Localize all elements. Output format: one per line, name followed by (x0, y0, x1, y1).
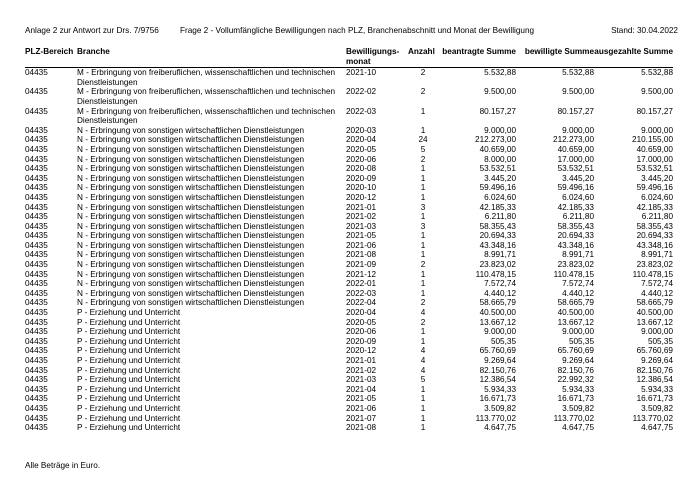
table-row (25, 308, 673, 318)
cell-bewilligt: 22.992,32 (557, 375, 594, 385)
cell-beantragt: 5.532,88 (484, 68, 516, 78)
cell-beantragt: 58.355,43 (479, 221, 516, 231)
cell-monat: 2020-03 (346, 125, 377, 135)
cell-bewilligt: 212.273,00 (553, 135, 594, 145)
table-row (25, 174, 673, 184)
cell-anzahl: 4 (420, 346, 426, 356)
cell-anzahl: 2 (420, 298, 426, 308)
table-row (25, 385, 673, 395)
cell-beantragt: 40.500,00 (479, 308, 516, 318)
cell-branche: M - Erbringung von freiberuflichen, wissenschaftlichen und technischen Dienstleistungen (77, 87, 336, 106)
cell-beantragt: 8.991,71 (484, 250, 516, 260)
cell-monat: 2021-08 (346, 423, 377, 433)
table-row (25, 270, 673, 280)
cell-bewilligt: 3.445,20 (562, 173, 594, 183)
cell-branche: P - Erziehung und Unterricht (77, 336, 181, 346)
cell-bewilligt: 13.667,12 (557, 317, 594, 327)
cell-monat: 2021-10 (346, 68, 377, 78)
cell-branche: N - Erbringung von sonstigen wirtschaftlichen Dienstleistungen (77, 212, 305, 222)
table-row (25, 366, 673, 376)
cell-bewilligt: 113.770,02 (553, 413, 594, 423)
cell-beantragt: 5.934,33 (484, 384, 516, 394)
cell-monat: 2020-09 (346, 336, 377, 346)
cell-beantragt: 3.509,82 (484, 403, 516, 413)
cell-branche: N - Erbringung von sonstigen wirtschaftlichen Dienstleistungen (77, 144, 305, 154)
cell-plz: 04435 (25, 356, 48, 365)
cell-anzahl: 5 (420, 144, 426, 154)
cell-ausgezahlt: 23.823,02 (636, 260, 673, 270)
cell-monat: 2020-09 (346, 173, 377, 183)
cell-anzahl: 1 (420, 212, 426, 222)
cell-anzahl: 4 (420, 365, 426, 375)
grants-table (25, 47, 673, 433)
cell-branche: N - Erbringung von sonstigen wirtschaftlichen Dienstleistungen (77, 269, 305, 279)
cell-monat: 2021-05 (346, 394, 377, 404)
cell-monat: 2021-02 (346, 365, 377, 375)
cell-monat: 2020-06 (346, 327, 377, 337)
cell-anzahl: 24 (418, 135, 428, 145)
cell-beantragt: 6.211,80 (484, 212, 516, 222)
cell-anzahl: 1 (420, 164, 426, 174)
table-row (25, 222, 673, 232)
footer-note: Alle Beträge in Euro. (25, 461, 101, 470)
table-row (25, 212, 673, 222)
cell-plz: 04435 (25, 231, 48, 241)
cell-bewilligt: 42.185,33 (557, 202, 594, 212)
cell-plz: 04435 (25, 298, 48, 308)
cell-monat: 2022-03 (346, 106, 377, 116)
cell-bewilligt: 58.665,79 (557, 298, 594, 308)
table-row (25, 327, 673, 337)
cell-ausgezahlt: 4.647,75 (641, 423, 673, 433)
cell-beantragt: 43.348,16 (479, 240, 516, 250)
cell-plz: 04435 (25, 240, 48, 250)
table-row (25, 155, 673, 165)
table-row (25, 375, 673, 385)
cell-monat: 2020-10 (346, 183, 377, 193)
cell-branche: P - Erziehung und Unterricht (77, 365, 181, 375)
cell-ausgezahlt: 53.532,51 (636, 164, 673, 174)
cell-monat: 2021-06 (346, 403, 377, 413)
cell-ausgezahlt: 9.269,64 (641, 356, 673, 365)
cell-bewilligt: 6.024,60 (562, 192, 594, 202)
cell-bewilligt: 5.934,33 (562, 384, 594, 394)
cell-beantragt: 4.440,12 (484, 288, 516, 298)
cell-plz: 04435 (25, 269, 48, 279)
cell-anzahl: 1 (420, 231, 426, 241)
cell-anzahl: 2 (420, 260, 426, 270)
cell-beantragt: 9.500,00 (484, 87, 516, 97)
cell-anzahl: 1 (420, 394, 426, 404)
cell-branche: N - Erbringung von sonstigen wirtschaftlichen Dienstleistungen (77, 164, 305, 174)
table-row (25, 318, 673, 328)
cell-ausgezahlt: 17.000,00 (636, 154, 673, 164)
cell-plz: 04435 (25, 250, 48, 260)
cell-ausgezahlt: 12.386,54 (636, 375, 673, 385)
cell-beantragt: 65.760,69 (479, 346, 516, 356)
cell-branche: P - Erziehung und Unterricht (77, 375, 181, 385)
cell-branche: P - Erziehung und Unterricht (77, 346, 181, 356)
cell-ausgezahlt: 13.667,12 (636, 317, 673, 327)
cell-monat: 2021-08 (346, 250, 377, 260)
cell-monat: 2022-04 (346, 298, 377, 308)
cell-beantragt: 42.185,33 (479, 202, 516, 212)
cell-bewilligt: 23.823,02 (557, 260, 594, 270)
cell-bewilligt: 40.659,00 (557, 144, 594, 154)
cell-branche: N - Erbringung von sonstigen wirtschaftlichen Dienstleistungen (77, 298, 305, 308)
cell-bewilligt: 58.355,43 (557, 221, 594, 231)
cell-ausgezahlt: 4.440,12 (641, 288, 673, 298)
cell-branche: P - Erziehung und Unterricht (77, 403, 181, 413)
table-row (25, 193, 673, 203)
col-header-anzahl: Anzahl (408, 47, 435, 56)
table-row (25, 183, 673, 193)
cell-plz: 04435 (25, 212, 48, 222)
cell-anzahl: 1 (420, 336, 426, 346)
cell-ausgezahlt: 6.024,60 (641, 192, 673, 202)
table-row (25, 145, 673, 155)
cell-beantragt: 53.532,51 (479, 164, 516, 174)
cell-beantragt: 113.770,02 (475, 413, 516, 423)
cell-ausgezahlt: 9.500,00 (641, 87, 673, 97)
table-row (25, 135, 673, 145)
table-row (25, 423, 673, 433)
cell-branche: P - Erziehung und Unterricht (77, 317, 181, 327)
table-row (25, 250, 673, 260)
cell-anzahl: 4 (420, 308, 426, 318)
cell-beantragt: 16.671,73 (479, 394, 516, 404)
cell-plz: 04435 (25, 288, 48, 298)
cell-ausgezahlt: 3.509,82 (641, 403, 673, 413)
cell-anzahl: 3 (420, 202, 426, 212)
cell-branche: N - Erbringung von sonstigen wirtschaftlichen Dienstleistungen (77, 221, 305, 231)
cell-plz: 04435 (25, 375, 48, 385)
table-row (25, 126, 673, 136)
cell-plz: 04435 (25, 144, 48, 154)
cell-plz: 04435 (25, 327, 48, 337)
cell-bewilligt: 40.500,00 (557, 308, 594, 318)
cell-anzahl: 1 (420, 192, 426, 202)
cell-ausgezahlt: 58.665,79 (636, 298, 673, 308)
cell-bewilligt: 4.440,12 (562, 288, 594, 298)
cell-plz: 04435 (25, 125, 48, 135)
cell-anzahl: 1 (420, 403, 426, 413)
cell-beantragt: 80.157,27 (479, 106, 516, 116)
cell-plz: 04435 (25, 384, 48, 394)
cell-beantragt: 7.572,74 (484, 279, 516, 289)
cell-anzahl: 1 (420, 106, 426, 116)
cell-beantragt: 212.273,00 (475, 135, 516, 145)
cell-bewilligt: 43.348,16 (557, 240, 594, 250)
col-header-branche: Branche (77, 47, 110, 56)
cell-monat: 2020-12 (346, 346, 377, 356)
cell-beantragt: 8.000,00 (484, 154, 516, 164)
cell-branche: P - Erziehung und Unterricht (77, 394, 181, 404)
cell-beantragt: 59.496,16 (479, 183, 516, 193)
cell-beantragt: 3.445,20 (484, 173, 516, 183)
cell-bewilligt: 6.211,80 (562, 212, 594, 222)
cell-monat: 2021-12 (346, 269, 377, 279)
cell-ausgezahlt: 42.185,33 (636, 202, 673, 212)
cell-ausgezahlt: 58.355,43 (636, 221, 673, 231)
cell-ausgezahlt: 5.934,33 (641, 384, 673, 394)
cell-monat: 2021-03 (346, 221, 377, 231)
cell-plz: 04435 (25, 221, 48, 231)
cell-branche: N - Erbringung von sonstigen wirtschaftlichen Dienstleistungen (77, 288, 305, 298)
cell-bewilligt: 16.671,73 (557, 394, 594, 404)
cell-branche: P - Erziehung und Unterricht (77, 327, 181, 337)
cell-plz: 04435 (25, 202, 48, 212)
cell-branche: P - Erziehung und Unterricht (77, 356, 181, 365)
cell-monat: 2020-06 (346, 154, 377, 164)
cell-beantragt: 9.000,00 (484, 327, 516, 337)
table-row (25, 260, 673, 270)
table-row (25, 241, 673, 251)
cell-anzahl: 1 (420, 173, 426, 183)
cell-branche: N - Erbringung von sonstigen wirtschaftlichen Dienstleistungen (77, 202, 305, 212)
cell-bewilligt: 59.496,16 (557, 183, 594, 193)
cell-ausgezahlt: 9.000,00 (641, 327, 673, 337)
cell-beantragt: 110.478,15 (475, 269, 516, 279)
cell-anzahl: 1 (420, 384, 426, 394)
cell-plz: 04435 (25, 423, 48, 433)
table-row (25, 414, 673, 424)
cell-branche: N - Erbringung von sonstigen wirtschaftlichen Dienstleistungen (77, 183, 305, 193)
cell-ausgezahlt: 7.572,74 (641, 279, 673, 289)
table-row (25, 87, 673, 106)
cell-monat: 2020-04 (346, 308, 377, 318)
cell-anzahl: 3 (420, 221, 426, 231)
cell-bewilligt: 20.694,33 (557, 231, 594, 241)
cell-monat: 2020-04 (346, 135, 377, 145)
col-header-beantragt: beantragte Summe (442, 47, 516, 56)
cell-anzahl: 2 (420, 87, 426, 97)
cell-anzahl: 1 (420, 250, 426, 260)
table-row (25, 337, 673, 347)
cell-anzahl: 2 (420, 68, 426, 78)
cell-monat: 2021-04 (346, 384, 377, 394)
cell-monat: 2021-06 (346, 240, 377, 250)
cell-ausgezahlt: 210.155,00 (632, 135, 673, 145)
cell-beantragt: 13.667,12 (479, 317, 516, 327)
cell-monat: 2020-05 (346, 317, 377, 327)
cell-branche: N - Erbringung von sonstigen wirtschaftlichen Dienstleistungen (77, 192, 305, 202)
table-row (25, 346, 673, 356)
cell-ausgezahlt: 9.000,00 (641, 125, 673, 135)
cell-plz: 04435 (25, 260, 48, 270)
cell-branche: N - Erbringung von sonstigen wirtschaftlichen Dienstleistungen (77, 260, 305, 270)
cell-bewilligt: 3.509,82 (562, 403, 594, 413)
cell-bewilligt: 4.647,75 (562, 423, 594, 433)
cell-anzahl: 1 (420, 269, 426, 279)
cell-plz: 04435 (25, 192, 48, 202)
cell-bewilligt: 5.532,88 (562, 68, 594, 78)
cell-ausgezahlt: 6.211,80 (641, 212, 673, 222)
cell-beantragt: 40.659,00 (479, 144, 516, 154)
cell-monat: 2021-09 (346, 260, 377, 270)
cell-beantragt: 23.823,02 (479, 260, 516, 270)
cell-beantragt: 12.386,54 (479, 375, 516, 385)
cell-bewilligt: 7.572,74 (562, 279, 594, 289)
cell-plz: 04435 (25, 413, 48, 423)
cell-ausgezahlt: 40.659,00 (636, 144, 673, 154)
cell-beantragt: 82.150,76 (479, 365, 516, 375)
cell-bewilligt: 65.760,69 (557, 346, 594, 356)
cell-bewilligt: 82.150,76 (557, 365, 594, 375)
table-row (25, 289, 673, 299)
cell-plz: 04435 (25, 365, 48, 375)
cell-branche: P - Erziehung und Unterricht (77, 413, 181, 423)
cell-anzahl: 2 (420, 317, 426, 327)
table-row (25, 68, 673, 88)
cell-branche: N - Erbringung von sonstigen wirtschaftlichen Dienstleistungen (77, 279, 305, 289)
cell-plz: 04435 (25, 87, 48, 97)
cell-monat: 2020-08 (346, 164, 377, 174)
cell-branche: M - Erbringung von freiberuflichen, wissenschaftlichen und technischen Dienstleistungen (77, 68, 336, 87)
cell-plz: 04435 (25, 336, 48, 346)
cell-anzahl: 1 (420, 288, 426, 298)
cell-bewilligt: 9.500,00 (562, 87, 594, 97)
cell-anzahl: 1 (420, 125, 426, 135)
table-row (25, 404, 673, 414)
cell-ausgezahlt: 505,35 (647, 336, 673, 346)
cell-beantragt: 20.694,33 (479, 231, 516, 241)
cell-beantragt: 6.024,60 (484, 192, 516, 202)
cell-plz: 04435 (25, 106, 48, 116)
cell-monat: 2021-05 (346, 231, 377, 241)
cell-ausgezahlt: 65.760,69 (636, 346, 673, 356)
cell-branche: N - Erbringung von sonstigen wirtschaftlichen Dienstleistungen (77, 240, 305, 250)
table-row (25, 298, 673, 308)
col-header-ausgezahlt: ausgezahlte Summe (594, 47, 673, 56)
cell-bewilligt: 53.532,51 (557, 164, 594, 174)
cell-plz: 04435 (25, 279, 48, 289)
cell-plz: 04435 (25, 135, 48, 145)
cell-anzahl: 2 (420, 154, 426, 164)
cell-branche: N - Erbringung von sonstigen wirtschaftlichen Dienstleistungen (77, 154, 305, 164)
cell-ausgezahlt: 80.157,27 (636, 106, 673, 116)
cell-branche: N - Erbringung von sonstigen wirtschaftlichen Dienstleistungen (77, 231, 305, 241)
cell-branche: P - Erziehung und Unterricht (77, 384, 181, 394)
table-row (25, 107, 673, 126)
cell-branche: N - Erbringung von sonstigen wirtschaftlichen Dienstleistungen (77, 125, 305, 135)
cell-ausgezahlt: 8.991,71 (641, 250, 673, 260)
cell-plz: 04435 (25, 403, 48, 413)
cell-plz: 04435 (25, 164, 48, 174)
cell-monat: 2021-03 (346, 375, 377, 385)
cell-branche: P - Erziehung und Unterricht (77, 423, 181, 433)
cell-bewilligt: 80.157,27 (557, 106, 594, 116)
cell-ausgezahlt: 113.770,02 (632, 413, 673, 423)
cell-bewilligt: 17.000,00 (557, 154, 594, 164)
document-title: Frage 2 - Vollumfängliche Bewilligungen nach PLZ, Branchenabschnitt und Monat der Bewilligung (180, 26, 535, 35)
cell-monat: 2021-01 (346, 202, 377, 212)
col-header-monat: Bewilligungs- monat (346, 47, 400, 66)
cell-bewilligt: 505,35 (568, 336, 594, 346)
table-row (25, 394, 673, 404)
cell-monat: 2021-07 (346, 413, 377, 423)
cell-bewilligt: 9.000,00 (562, 327, 594, 337)
cell-plz: 04435 (25, 68, 48, 78)
cell-branche: N - Erbringung von sonstigen wirtschaftlichen Dienstleistungen (77, 250, 305, 260)
table-row (25, 164, 673, 174)
document-date: Stand: 30.04.2022 (611, 26, 678, 35)
cell-bewilligt: 110.478,15 (553, 269, 594, 279)
cell-ausgezahlt: 40.500,00 (636, 308, 673, 318)
cell-monat: 2022-03 (346, 288, 377, 298)
document-annex-label: Anlage 2 zur Antwort zur Drs. 7/9756 (25, 26, 159, 35)
cell-branche: N - Erbringung von sonstigen wirtschaftlichen Dienstleistungen (77, 173, 305, 183)
cell-plz: 04435 (25, 173, 48, 183)
cell-bewilligt: 9.269,64 (562, 356, 594, 365)
cell-plz: 04435 (25, 308, 48, 318)
cell-monat: 2021-02 (346, 212, 377, 222)
cell-monat: 2020-05 (346, 144, 377, 154)
cell-plz: 04435 (25, 183, 48, 193)
cell-monat: 2022-01 (346, 279, 377, 289)
col-header-bewilligt: bewilligte Summe (524, 47, 594, 56)
cell-anzahl: 1 (420, 327, 426, 337)
cell-plz: 04435 (25, 317, 48, 327)
table-row (25, 231, 673, 241)
col-header-plz: PLZ-Bereich (25, 47, 74, 56)
cell-ausgezahlt: 5.532,88 (641, 68, 673, 78)
cell-plz: 04435 (25, 394, 48, 404)
cell-beantragt: 505,35 (490, 336, 516, 346)
cell-ausgezahlt: 3.445,20 (641, 173, 673, 183)
cell-plz: 04435 (25, 154, 48, 164)
cell-ausgezahlt: 16.671,73 (636, 394, 673, 404)
cell-beantragt: 58.665,79 (479, 298, 516, 308)
cell-monat: 2022-02 (346, 87, 377, 97)
cell-ausgezahlt: 110.478,15 (632, 269, 673, 279)
cell-beantragt: 4.647,75 (484, 423, 516, 433)
cell-branche: N - Erbringung von sonstigen wirtschaftlichen Dienstleistungen (77, 135, 305, 145)
table-body (25, 68, 673, 433)
cell-bewilligt: 8.991,71 (562, 250, 594, 260)
cell-anzahl: 1 (420, 183, 426, 193)
cell-anzahl: 4 (420, 356, 426, 365)
table-row (25, 356, 673, 366)
table-header-row (25, 47, 673, 68)
cell-beantragt: 9.000,00 (484, 125, 516, 135)
cell-branche: M - Erbringung von freiberuflichen, wissenschaftlichen und technischen Dienstleistungen (77, 106, 336, 126)
cell-anzahl: 1 (420, 279, 426, 289)
cell-anzahl: 1 (420, 423, 426, 433)
cell-beantragt: 9.269,64 (484, 356, 516, 365)
cell-bewilligt: 9.000,00 (562, 125, 594, 135)
cell-monat: 2021-01 (346, 356, 377, 365)
table-row (25, 203, 673, 213)
cell-anzahl: 1 (420, 240, 426, 250)
cell-monat: 2020-12 (346, 192, 377, 202)
cell-ausgezahlt: 43.348,16 (636, 240, 673, 250)
cell-ausgezahlt: 20.694,33 (636, 231, 673, 241)
cell-ausgezahlt: 82.150,76 (636, 365, 673, 375)
cell-plz: 04435 (25, 346, 48, 356)
cell-anzahl: 5 (420, 375, 426, 385)
table-row (25, 279, 673, 289)
cell-branche: P - Erziehung und Unterricht (77, 308, 181, 318)
cell-anzahl: 1 (420, 413, 426, 423)
cell-ausgezahlt: 59.496,16 (636, 183, 673, 193)
